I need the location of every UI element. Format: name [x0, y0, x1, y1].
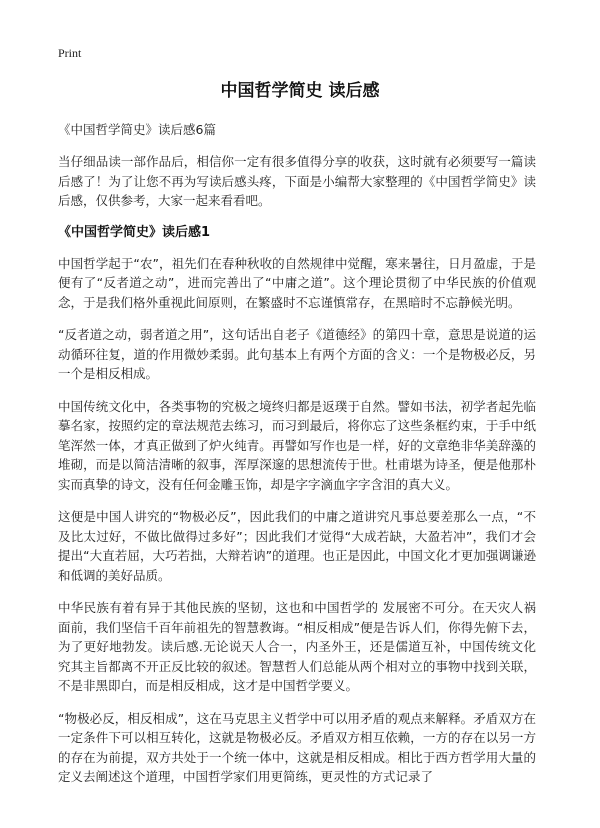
body-paragraph-5: 中华民族有着有异于其他民族的坚韧，这也和中国哲学的 发展密不可分。在天灾人祸面前，我们坚信千百年前祖先的智慧教诲。“相反相成”便是告诉人们，你得先俯下去，为了更好地勃发。读后感.无论说天人合一，内圣外王，还是儒道互补，中国传统文化究其主旨都离不开正反比较的叙述。智慧哲人们总能从两个相对立的事物中找到关联，不是非黑即白，而是相反相成，这才是中国哲学要义。 [58, 600, 536, 693]
article-body [58, 152, 536, 800]
body-paragraph-3: 中国传统文化中，各类事物的究极之境终归都是返璞于自然。譬如书法，初学者起先临摹名家，按照约定的章法规范去练习，而习到最后，将你忘了这些条框约束，于手中纸笔浑然一体，才真正做到了炉火纯青。再譬如写作也是一样，好的文章绝非华美辞藻的堆砌，而是以简洁清晰的叙事，浑厚深邃的思想流传于世。杜甫堪为诗圣，便是他那朴实而真挚的诗文，没有任何金雕玉饰，却是字字滴血字字含泪的真大义。 [58, 398, 536, 492]
body-paragraph-1: 中国哲学起于“农”，祖先们在春种秋收的自然规律中觉醒，寒来暑往，日月盈虚，于是便有了“反者道之动”，进而完善出了“中庸之道”。这个理论贯彻了中华民族的价值观念，于是我们格外重视此间原则，在繁盛时不忘谨慎常存，在黑暗时不忘静候光明。 [58, 255, 536, 310]
body-paragraph-2: “反者道之动，弱者道之用”，这句话出自老子《道德经》的第四十章，意思是说道的运动循环往复，道的作用微妙柔弱。此句基本上有两个方面的含义：一个是物极必反，另一个是相反相成。 [58, 327, 536, 381]
section-heading: 《中国哲学简史》读后感1 [58, 224, 211, 240]
page-title: 中国哲学简史 读后感 [220, 81, 380, 101]
body-paragraph-6: “物极必反，相反相成”，这在马克思主义哲学中可以用矛盾的观点来解释。矛盾双方在一定条件下可以相互转化，这就是物极必反。矛盾双方相互依赖，一方的存在以另一方的存在为前提，双方共处于一个统一体中，这就是相反相成。相比于西方哲学用大量的定义去阐述这个道理，中国哲学家们用更简练，更灵性的方式记录了 [58, 710, 536, 784]
body-paragraph-4: 这便是中国人讲究的“物极必反”，因此我们的中庸之道讲究凡事总要差那么一点，“不及比太过好，不做比做得过多好”；因此我们才觉得“大成若缺，大盈若冲”，我们才会提出“大直若屈，大巧若拙，大辩若讷”的道理。也正是因此，中国文化才更加强调谦逊和低调的美好品质。 [58, 509, 536, 583]
intro-paragraph: 当仔细品读一部作品后，相信你一定有很多值得分享的收获，这时就有必须要写一篇读后感了！为了让您不再为写读后感头疼，下面是小编帮大家整理的《中国哲学简史》读后感，仅供参考，大家一起来看看吧。 [58, 154, 536, 208]
document-subtitle: 《中国哲学简史》读后感6篇 [58, 122, 216, 137]
print-link[interactable]: Print [58, 46, 82, 60]
